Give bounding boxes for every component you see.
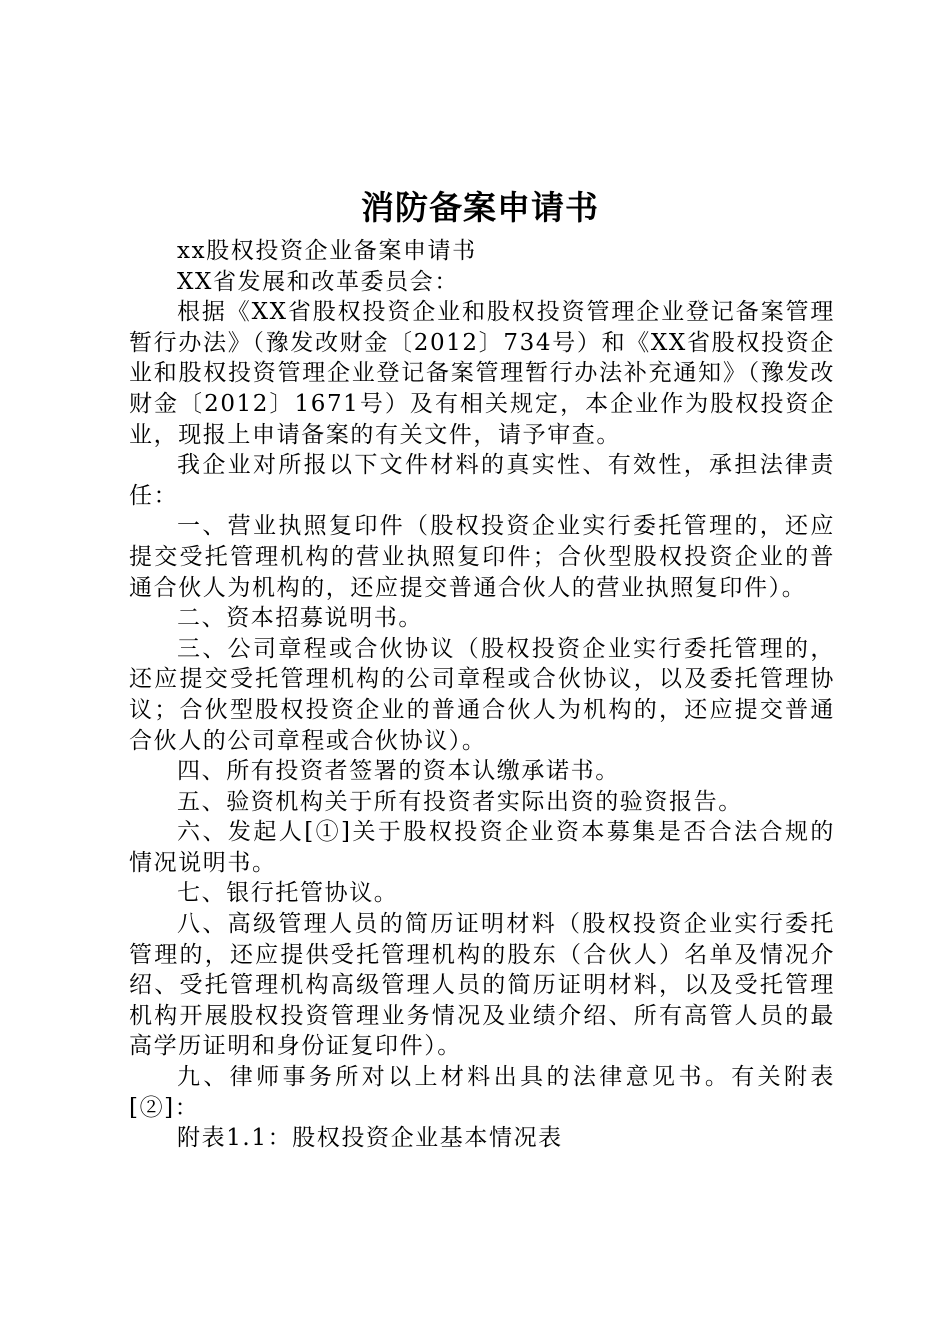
paragraph-heading: xx股权投资企业备案申请书 xyxy=(177,238,477,264)
list-item-5: 五、验资机构关于所有投资者实际出资的验资报告。 xyxy=(177,788,743,815)
list-item-8: 八、高级管理人员的简历证明材料（股权投资企业实行委托管理的，还应提供受托管理机构的股东（合伙人）名单及情况介绍、受托管理机构高级管理人员的简历证明材料，以及受托管理机构开展股权投资管理业务情况及业绩介绍、所有高管人员的最高学历证明和身份证复印件）。 xyxy=(129,911,835,1060)
document-title: 消防备案申请书 xyxy=(361,188,599,227)
document-body xyxy=(129,236,835,1154)
appendix-item: 附表1.1：股权投资企业基本情况表 xyxy=(177,1125,563,1152)
list-item-2: 二、资本招募说明书。 xyxy=(177,605,423,632)
list-item-6: 六、发起人[①]关于股权投资企业资本募集是否合法合规的情况说明书。 xyxy=(129,819,835,876)
list-item-3: 三、公司章程或合伙协议（股权投资企业实行委托管理的，还应提交受托管理机构的公司章程或合伙协议，以及委托管理协议；合伙型股权投资企业的普通合伙人为机构的，还应提交普通合伙人的公司章程或合伙协议）。 xyxy=(129,635,835,754)
list-item-1: 一、营业执照复印件（股权投资企业实行委托管理的，还应提交受托管理机构的营业执照复印件；合伙型股权投资企业的普通合伙人为机构的，还应提交普通合伙人的营业执照复印件）。 xyxy=(129,513,835,601)
paragraph-responsibility: 我企业对所报以下文件材料的真实性、有效性，承担法律责任： xyxy=(129,452,835,509)
list-item-9: 九、律师事务所对以上材料出具的法律意见书。有关附表[②]： xyxy=(129,1064,835,1121)
paragraph-addressee: XX省发展和改革委员会： xyxy=(177,268,459,295)
paragraph-basis: 根据《XX省股权投资企业和股权投资管理企业登记备案管理暂行办法》（豫发改财金〔2012〕734号）和《XX省股权投资企业和股权投资管理企业登记备案管理暂行办法补充通知》（豫发改财金〔2012〕1671号）及有相关规定，本企业作为股权投资企业，现报上申请备案的有关文件，请予审查。 xyxy=(129,299,835,448)
list-item-7: 七、银行托管协议。 xyxy=(177,880,399,907)
list-item-4: 四、所有投资者签署的资本认缴承诺书。 xyxy=(177,758,620,785)
